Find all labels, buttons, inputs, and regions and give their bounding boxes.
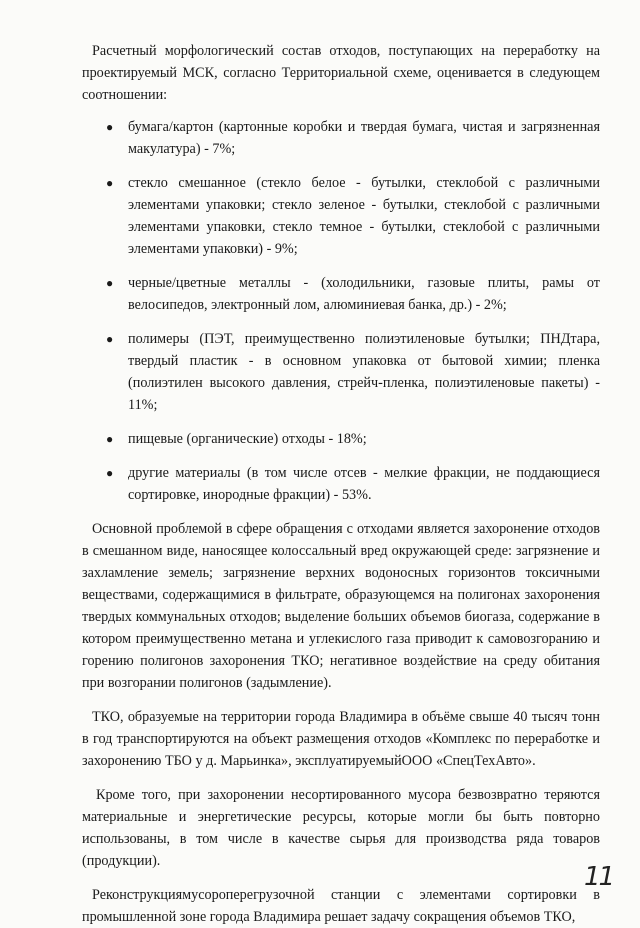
list-item: ● пищевые (органические) отходы - 18%; [128, 428, 600, 450]
bullet-icon: ● [106, 466, 114, 480]
body-paragraph: ТКО, образуемые на территории города Владимира в объёме свыше 40 тысяч тонн в год транспортируются на объект размещения отходов «Комплекс по переработке и захоронению ТБО у д. Марьинка», эксплуатируемыйООО «СпецТехАвто». [82, 709, 600, 769]
list-item: ● стекло смешанное (стекло белое - бутылки, стеклобой с различными элементами упаковки; стекло зеленое - бутылки, стеклобой с различными элементами упаковки, стекло темное - бутылки, стеклобой с различными элементами упаковки) - 9%; [128, 172, 600, 260]
list-item: ● полимеры (ПЭТ, преимущественно полиэтиленовые бутылки; ПНДтара, твердый пластик - в основном упаковка от бытовой химии; пленка (полиэтилен высокого давления, стрейч-пленка, полиэтиленовые пакеты) - 11%; [128, 328, 600, 416]
bullet-icon: ● [106, 176, 114, 190]
bullet-icon: ● [106, 332, 114, 346]
bullet-icon: ● [106, 276, 114, 290]
list-item: ● черные/цветные металлы - (холодильники, газовые плиты, рамы от велосипедов, электронный лом, алюминиевая банка, др.) - 2%; [128, 272, 600, 316]
page-number: 11 [584, 862, 614, 892]
body-paragraph: Реконструкциямусороперегрузочной станции с элементами сортировки в промышленной зоне города Владимира решает задачу сокращения объемов ТКО, [82, 887, 600, 925]
composition-list [82, 116, 600, 506]
bullet-icon: ● [106, 432, 114, 446]
body-paragraph: Основной проблемой в сфере обращения с отходами является захоронение отходов в смешанном виде, наносящее колоссальный вред окружающей среде: загрязнение и захламление земель; загрязнение верхних водоносных горизонтов токсичными веществами, содержащимися в фильтрате, образующемся на полигонах захоронения твердых коммунальных отходов; выделение больших объемов биогаза, содержание в котором преимущественно метана и углекислого газа приводит к самовозгоранию и горению полигонов захоронения ТКО; негативное воздействие на среду обитания при возгорании полигонов (задымление). [82, 521, 600, 691]
intro-paragraph: Расчетный морфологический состав отходов, поступающих на переработку на проектируемый МСК, согласно Территориальной схеме, оценивается в следующем соотношении: [82, 43, 600, 103]
bullet-icon: ● [106, 120, 114, 134]
body-paragraph: Кроме того, при захоронении несортированного мусора безвозвратно теряются материальные и энергетические ресурсы, которые могли бы быть повторно использованы, в том числе в качестве сырья для производства ряда товаров (продукции). [82, 787, 600, 869]
document-page [82, 40, 600, 928]
list-item: ● бумага/картон (картонные коробки и твердая бумага, чистая и загрязненная макулатура) - 7%; [128, 116, 600, 160]
list-item: ● другие материалы (в том числе отсев - мелкие фракции, не поддающиеся сортировке, инородные фракции) - 53%. [128, 462, 600, 506]
